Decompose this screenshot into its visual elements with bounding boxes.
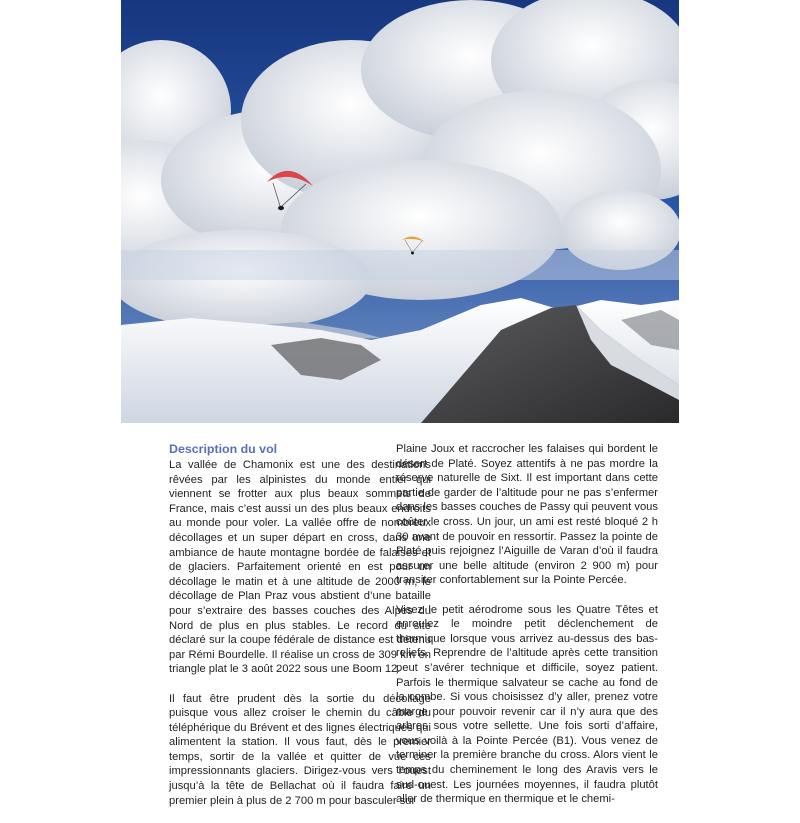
- paragraph: Visez le petit aérodrome sous les Quatre Têtes et enroulez le moindre petit déclenchement de thermique lorsque vous arrivez au-dessus des bas-reliefs. Reprendre de l’altitude après cette transition peut s’avérer technique et difficile, soyez patient. Parfois le thermique salvateur se cache au fond de la combe. Si vous choisissez d’y aller, prenez votre marge pour pouvoir revenir car il n’y aura que des arbres sous votre sellette. Une fois sorti d’affaire, vous voilà à la Pointe Percée (B1). Vous venez de terminer la première branche du cross. Alors vient le temps du cheminement le long des Aravis vers le sud-ouest. Les journées moyennes, il faudra plutôt aller de thermique en thermique et le chemi-: [396, 603, 658, 806]
- article-column-left: [169, 442, 431, 823]
- paragliding-photo: [121, 0, 679, 423]
- article-column-right: [396, 442, 658, 821]
- section-heading: Description du vol: [169, 442, 278, 456]
- paragraph: Plaine Joux et raccrocher les falaises qui bordent le désert de Platé. Soyez attentifs à ne pas mordre la réserve naturelle de Sixt. Il est important dans cette partie de garder de l’altitude pour ne pas s’enfermer dans les basses couches de Passy qui peuvent vous coûter le cross. Un jour, un ami est resté bloqué 2 h 30 avant de pouvoir en ressortir. Passez la pointe de Platé puis rejoignez l’Aiguille de Varan d’où il faudra assurer une belle altitude (environ 2 900 m) pour transiter confortablement sur la Pointe Percée.: [396, 443, 658, 587]
- paragraph: La vallée de Chamonix est une des destinations rêvées par les alpinistes du monde entier qui viennent se frotter aux plus beaux sommets de France, mais c’est aussi un des plus beaux endroits au monde pour voler. La vallée offre de nombreux décollages et un super départ en cross, dans une ambiance de haute montagne bordée de falaises et de glaciers. Parfaitement orienté en est pour un décollage le matin et à une altitude de 2000 m, le décollage de Plan Praz vous abstient d’une bataille pour s’extraire des basses couches des Alpes du Nord de plus en plus stables. Le record du site déclaré sur la coupe fédérale de distance est détenu par Rémi Bourdelle. Il réalise un cross de 309 km en triangle plat le 3 août 2022 sous une Boom 12.: [169, 459, 431, 676]
- photo-illustration: [121, 0, 679, 423]
- paragraph: Il faut être prudent dès la sortie du décollage puisque vous allez croiser le chemin du câble du téléphérique du Brévent et des lignes électriques qui alimentent la station. Il vous faut, dès le premier temps, sortir de la vallée et quitter de vue ces impressionnants glaciers. Dirigez-vous vers l’ouest jusqu’à la tête de Bellachat où il faudra faire un premier plein à plus de 2 700 m pour basculer sur: [169, 692, 431, 807]
